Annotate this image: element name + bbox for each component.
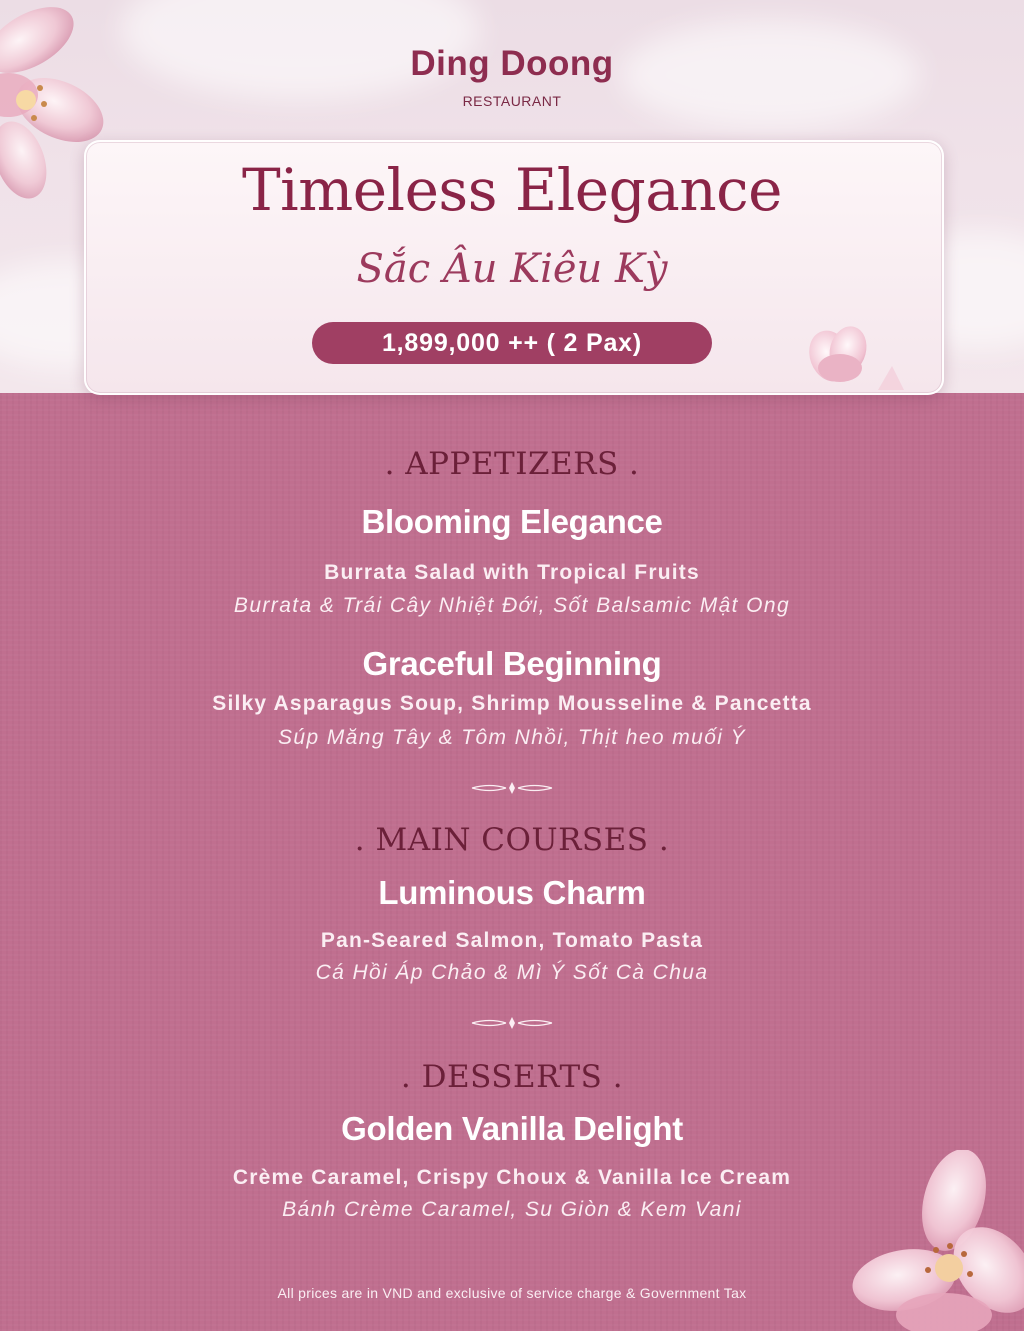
menu-subtitle: Sắc Âu Kiêu Kỳ: [356, 246, 668, 292]
menu-title: Timeless Elegance: [242, 156, 782, 224]
flower-card-icon: [800, 316, 910, 394]
dish-description-en: Pan-Seared Salmon, Tomato Pasta: [320, 929, 704, 952]
price-badge: 1,899,000 ++ ( 2 Pax): [312, 322, 712, 364]
dish-description-vi: Cá Hồi Áp Chảo & Mì Ý Sốt Cà Chua: [315, 961, 709, 984]
ornament-divider-icon: [470, 1016, 554, 1030]
section-heading-desserts: . DESSERTS .: [400, 1059, 624, 1095]
footer-note: All prices are in VND and exclusive of service charge & Government Tax: [277, 1285, 747, 1301]
dish-description-en: Silky Asparagus Soup, Shrimp Mousseline & Pancetta: [212, 692, 812, 715]
dish-description-vi: Bánh Crème Caramel, Su Giòn & Kem Vani: [282, 1198, 742, 1221]
brand-subtitle: RESTAURANT: [462, 93, 562, 109]
dish-description-vi: Burrata & Trái Cây Nhiệt Đới, Sốt Balsamic Mật Ong: [233, 594, 791, 617]
dish-name: Golden Vanilla Delight: [341, 1110, 683, 1147]
dish-name: Graceful Beginning: [362, 645, 662, 682]
section-heading-main-courses: . MAIN COURSES .: [354, 822, 670, 858]
flower-bottom-right-icon: [824, 1150, 1024, 1331]
dish-description-vi: Súp Măng Tây & Tôm Nhồi, Thịt heo muối Ý: [277, 726, 746, 749]
section-heading-appetizers: . APPETIZERS .: [384, 446, 640, 482]
dish-description-en: Burrata Salad with Tropical Fruits: [324, 561, 700, 584]
dish-name: Luminous Charm: [378, 874, 646, 911]
dish-description-en: Crème Caramel, Crispy Choux & Vanilla Ice Cream: [232, 1166, 792, 1189]
dish-name: Blooming Elegance: [361, 503, 663, 540]
brand-name: Ding Doong: [410, 44, 614, 83]
ornament-divider-icon: [470, 781, 554, 795]
